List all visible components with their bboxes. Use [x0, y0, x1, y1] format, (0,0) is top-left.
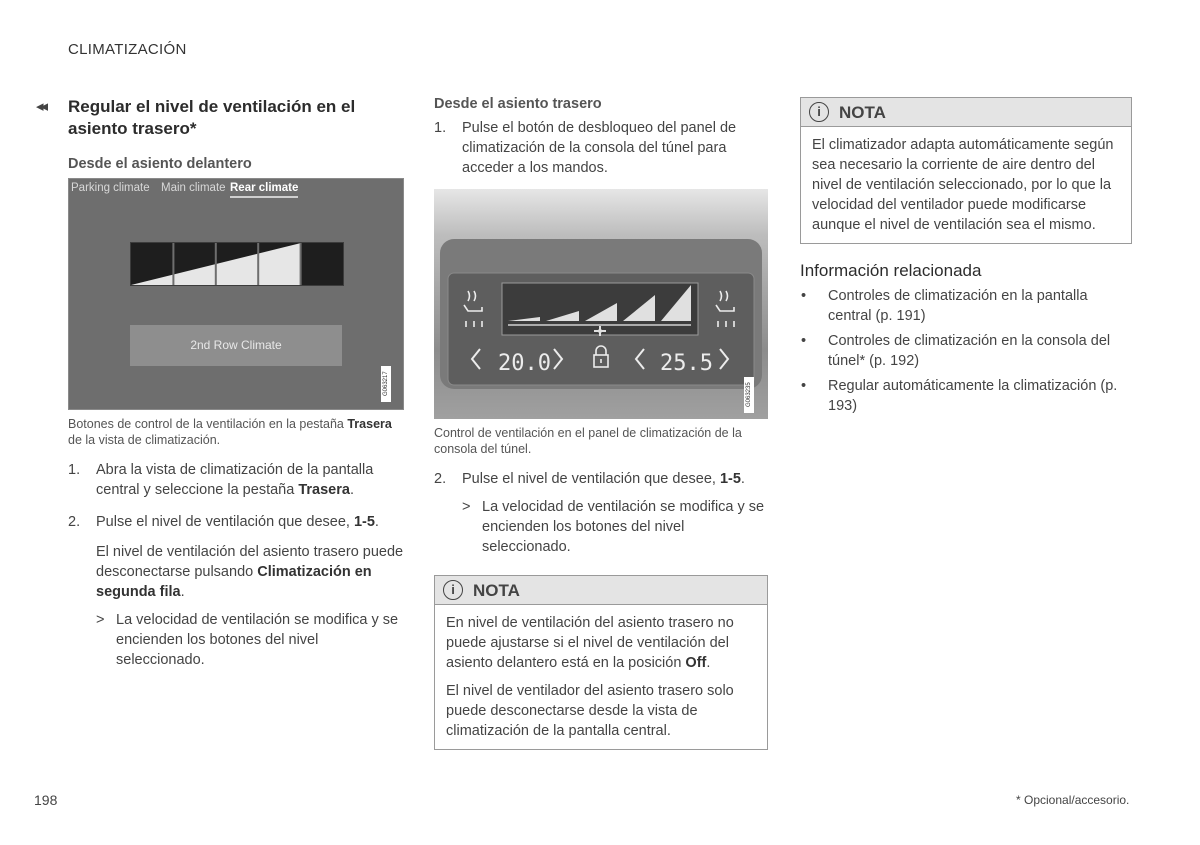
figure-caption: Control de ventilación en el panel de climatización de la consola del túnel.	[434, 426, 742, 456]
step-1: 1. Pulse el botón de desbloqueo del panel de climatización de la consola del túnel para acceder a los mandos.	[434, 120, 737, 176]
figure-tunnel-console-panel	[434, 189, 768, 419]
tab-main-climate[interactable]: Main climate	[161, 182, 226, 194]
figure-code: G063217	[381, 366, 391, 402]
page-number: 198	[34, 792, 58, 808]
note-box	[434, 575, 768, 750]
info-icon: i	[443, 580, 463, 600]
tunnel-console-graphic	[434, 189, 768, 419]
info-icon: i	[809, 102, 829, 122]
figure-rear-climate-screen	[68, 178, 404, 410]
column-front-seat	[68, 96, 404, 670]
step-2-detail: El nivel de ventilación del asiento trasero puede desconectarse pulsando Climatización en segunda fila.	[96, 544, 404, 600]
related-info-title: Información relacionada	[800, 261, 982, 280]
footnote: * Opcional/accesorio.	[1016, 793, 1130, 807]
running-head: CLIMATIZACIÓN	[68, 41, 187, 58]
step-2: 2. Pulse el nivel de ventilación que desee, 1-5.	[434, 471, 745, 487]
figure-code: G063235	[744, 377, 754, 413]
step-1: 1. Abra la vista de climatización de la pantalla central y seleccione la pestaña Trasera.	[68, 462, 374, 498]
note-header	[435, 576, 767, 605]
back-navigation-icon[interactable]: ◂◂	[36, 98, 46, 115]
fan-level-selector[interactable]	[130, 242, 344, 286]
note-title: NOTA	[839, 103, 886, 122]
note-title: NOTA	[473, 581, 520, 600]
section-title: Regular el nivel de ventilación en el asiento trasero*	[68, 97, 356, 138]
note-paragraph: El nivel de ventilador del asiento trasero solo puede desconectarse desde la vista de climatización de la pantalla central.	[446, 683, 734, 739]
temperature-left: 20.0	[498, 351, 551, 376]
related-link[interactable]: • Controles de climatización en la pantalla central (p. 191)	[801, 288, 1088, 324]
note-paragraph: El climatizador adapta automáticamente según sea necesario la corriente de aire dentro del nivel de ventilación seleccionado, por lo que la velocidad del ventilador puede modificarse aunque el nivel de ventilación sea el mismo.	[812, 137, 1114, 233]
step-2: 2. Pulse el nivel de ventilación que desee, 1-5.	[68, 514, 379, 530]
second-row-climate-button[interactable]: 2nd Row Climate	[130, 325, 342, 366]
tab-parking-climate[interactable]: Parking climate	[71, 182, 150, 194]
subhead-front-seat: Desde el asiento delantero	[68, 156, 252, 172]
note-header	[801, 98, 1131, 127]
subhead-rear-seat: Desde el asiento trasero	[434, 96, 602, 112]
related-link[interactable]: • Controles de climatización en la consola del túnel* (p. 192)	[801, 333, 1111, 369]
column-rear-seat	[434, 96, 768, 750]
step-result: > La velocidad de ventilación se modifica y se encienden los botones del nivel seleccionado.	[462, 499, 765, 555]
note-box	[800, 97, 1132, 244]
temperature-right: 25.5	[660, 351, 713, 376]
note-body	[801, 127, 1131, 243]
column-notes	[800, 97, 1132, 416]
note-paragraph: En nivel de ventilación del asiento trasero no puede ajustarse si el nivel de ventilación del asiento delantero está en la posición Off.	[446, 615, 734, 671]
climate-tabs	[69, 179, 403, 203]
fan-level-graphic	[131, 243, 343, 285]
figure-caption: Botones de control de la ventilación en la pestaña Trasera de la vista de climatización.	[68, 417, 392, 447]
tab-rear-climate[interactable]: Rear climate	[230, 182, 298, 198]
related-link[interactable]: • Regular automáticamente la climatización (p. 193)	[801, 378, 1118, 414]
note-body	[435, 605, 767, 749]
step-result: > La velocidad de ventilación se modifica y se encienden los botones del nivel seleccionado.	[96, 612, 399, 668]
